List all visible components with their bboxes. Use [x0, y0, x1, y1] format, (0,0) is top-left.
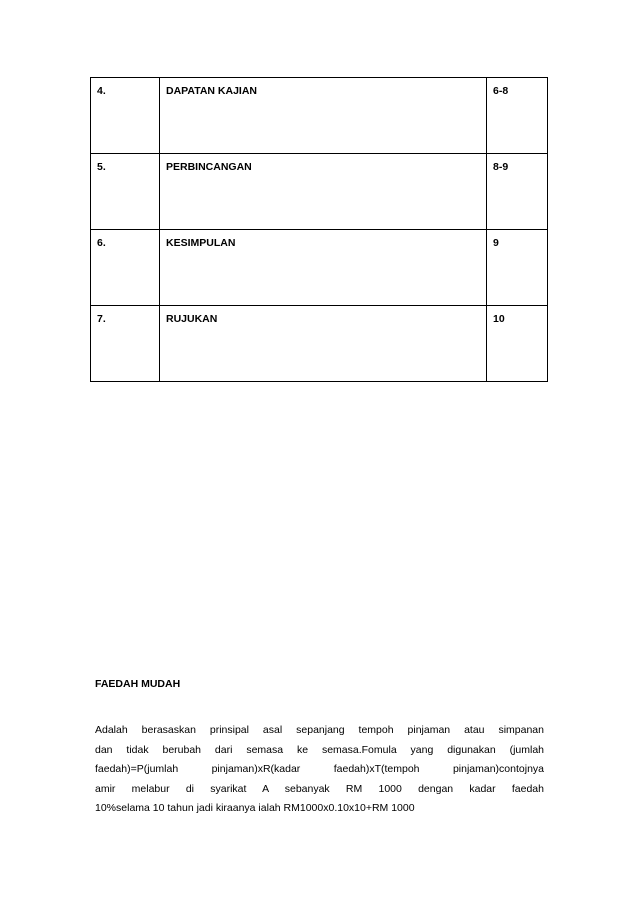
- section-heading: FAEDAH MUDAH: [95, 678, 181, 690]
- table-row: [91, 306, 548, 382]
- row-number: 4.: [91, 78, 160, 154]
- paragraph-line: Adalah berasaskan prinsipal asal sepanjang tempoh pinjaman atau simpanan: [95, 724, 544, 736]
- row-number: 6.: [91, 230, 160, 306]
- row-page: 10: [487, 306, 548, 382]
- row-title: KESIMPULAN: [160, 230, 487, 306]
- table-row: [91, 154, 548, 230]
- row-page: 8-9: [487, 154, 548, 230]
- row-title: RUJUKAN: [160, 306, 487, 382]
- body-paragraph: [95, 721, 544, 819]
- paragraph-line: 10%selama 10 tahun jadi kiraanya ialah RM1000x0.10x10+RM 1000: [95, 802, 415, 814]
- row-number: 5.: [91, 154, 160, 230]
- paragraph-line: amir melabur di syarikat A sebanyak RM 1000 dengan kadar faedah: [95, 782, 544, 795]
- paragraph-line: dan tidak berubah dari semasa ke semasa.Fomula yang digunakan (jumlah: [95, 743, 544, 756]
- paragraph-line: faedah)=P(jumlah pinjaman)xR(kadar faedah)xT(tempoh pinjaman)contojnya: [95, 763, 544, 775]
- row-title: PERBINCANGAN: [160, 154, 487, 230]
- row-number: 7.: [91, 306, 160, 382]
- row-page: 6-8: [487, 78, 548, 154]
- row-title: DAPATAN KAJIAN: [160, 78, 487, 154]
- row-page: 9: [487, 230, 548, 306]
- table-row: [91, 230, 548, 306]
- contents-table: [90, 77, 548, 382]
- table-row: [91, 78, 548, 154]
